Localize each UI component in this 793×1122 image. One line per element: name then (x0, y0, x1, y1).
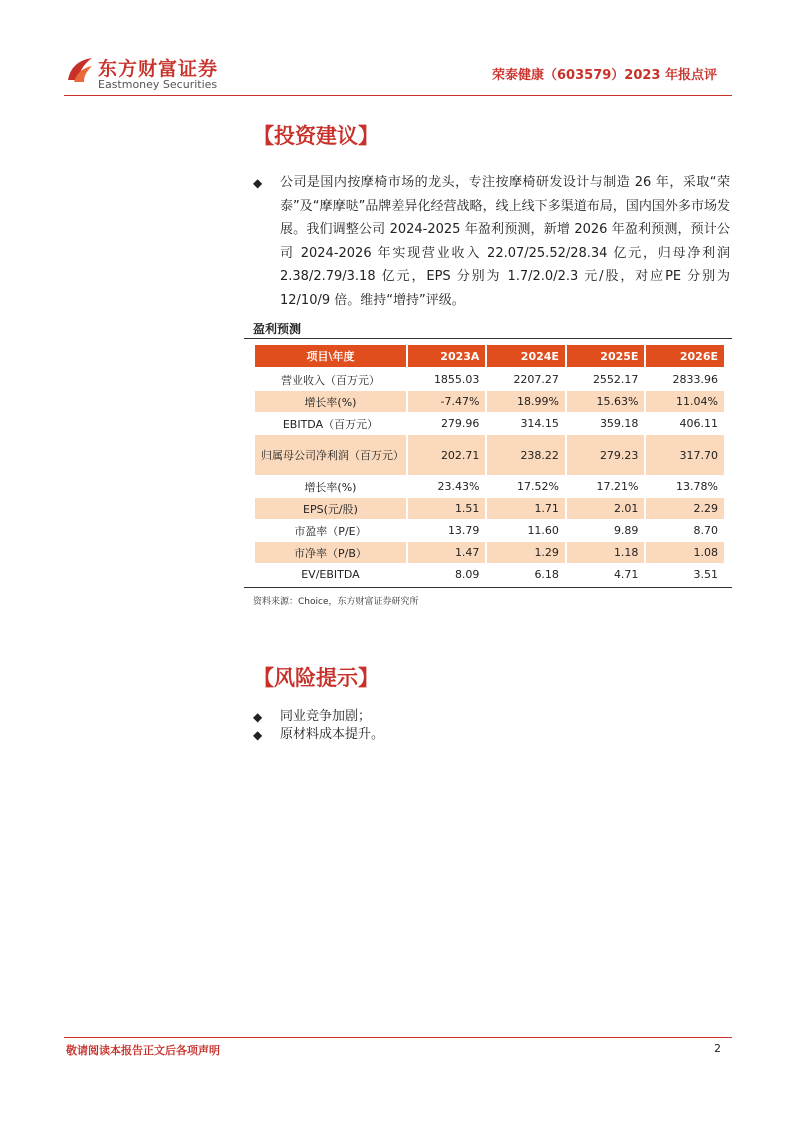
table-cell: 8.70 (646, 520, 724, 542)
diamond-bullet-icon: ◆ (253, 176, 263, 190)
page-number: 2 (714, 1042, 721, 1055)
table-cell: 279.96 (408, 413, 486, 435)
brand-logo (64, 50, 224, 94)
brand-name-en: Eastmoney Securities (98, 78, 218, 91)
diamond-bullet-icon: ◆ (253, 728, 263, 742)
table-cell: 314.15 (487, 413, 565, 435)
table-bottom-rule (244, 587, 732, 588)
table-cell: 202.71 (408, 435, 486, 476)
table-cell: 3.51 (646, 564, 724, 586)
table-cell: 1.71 (487, 498, 565, 520)
risk-section-title: 【风险提示】 (253, 666, 379, 690)
table-cell: 1855.03 (408, 369, 486, 391)
table-top-rule (244, 338, 732, 339)
table-row (255, 476, 724, 498)
footer-divider (64, 1037, 732, 1038)
table-cell: 1.29 (487, 542, 565, 564)
table-cell: 238.22 (487, 435, 565, 476)
table-cell: 23.43% (408, 476, 486, 498)
table-cell: 17.52% (487, 476, 565, 498)
row-label: 营业收入（百万元） (255, 369, 406, 391)
table-cell: 6.18 (487, 564, 565, 586)
table-cell: 9.89 (567, 520, 645, 542)
investment-section-title: 【投资建议】 (253, 124, 379, 148)
row-label: EV/EBITDA (255, 564, 406, 586)
table-row (255, 542, 724, 564)
table-cell: 18.99% (487, 391, 565, 413)
column-header: 2026E (646, 345, 724, 369)
brand-name-cn: 东方财富证券 (98, 58, 219, 80)
row-label: EBITDA（百万元） (255, 413, 406, 435)
column-header: 2025E (567, 345, 645, 369)
table-cell: 8.09 (408, 564, 486, 586)
row-label: 市净率（P/B） (255, 542, 406, 564)
table-cell: 13.79 (408, 520, 486, 542)
forecast-table-title: 盈利预测 (253, 322, 302, 336)
table-cell: -7.47% (408, 391, 486, 413)
table-source-note: 资料来源：Choice，东方财富证券研究所 (253, 597, 419, 607)
table-row (255, 498, 724, 520)
table-cell: 2552.17 (567, 369, 645, 391)
table-row (255, 391, 724, 413)
column-header: 2024E (487, 345, 565, 369)
table-cell: 11.60 (487, 520, 565, 542)
table-cell: 406.11 (646, 413, 724, 435)
investment-paragraph: 公司是国内按摩椅市场的龙头，专注按摩椅研发设计与制造 26 年，采取“荣泰”及“摩摩哒”品牌差异化经营战略，线上线下多渠道布局，国内国外多市场发展。我们调整公司 2024-2025 年盈利预测，新增 2026 年盈利预测，预计公司 2024-2026 年实现营业收入 22.07/25.52/28.34 亿元，归母净利润 2.38/2.79/3.18 亿元，EPS 分别为 1.7/2.0/2.3 元/股，对应PE 分别为 12/10/9 倍。维持“增持”评级。 (280, 175, 730, 308)
row-label: 增长率(%) (255, 476, 406, 498)
diamond-bullet-icon: ◆ (253, 710, 263, 724)
forecast-table (253, 345, 726, 586)
table-cell: 317.70 (646, 435, 724, 476)
eastmoney-logo-icon (64, 54, 96, 86)
table-cell: 1.47 (408, 542, 486, 564)
table-row (255, 369, 724, 391)
table-row (255, 435, 724, 476)
column-header: 项目\年度 (255, 345, 406, 369)
table-cell: 2207.27 (487, 369, 565, 391)
table-cell: 1.08 (646, 542, 724, 564)
table-row (255, 520, 724, 542)
header-divider (64, 95, 732, 96)
table-cell: 1.18 (567, 542, 645, 564)
table-cell: 17.21% (567, 476, 645, 498)
table-row (255, 564, 724, 586)
table-cell: 13.78% (646, 476, 724, 498)
table-cell: 11.04% (646, 391, 724, 413)
page-header (0, 0, 793, 100)
table-cell: 15.63% (567, 391, 645, 413)
risk-item: 原材料成本提升。 (280, 727, 385, 742)
table-cell: 2833.96 (646, 369, 724, 391)
table-cell: 4.71 (567, 564, 645, 586)
row-label: 市盈率（P/E） (255, 520, 406, 542)
table-cell: 1.51 (408, 498, 486, 520)
row-label: 归属母公司净利润（百万元） (255, 435, 406, 476)
column-header: 2023A (408, 345, 486, 369)
risk-item: 同业竞争加剧； (280, 709, 372, 724)
table-cell: 2.01 (567, 498, 645, 520)
table-header-row (255, 345, 724, 369)
row-label: EPS(元/股) (255, 498, 406, 520)
table-cell: 359.18 (567, 413, 645, 435)
table-row (255, 413, 724, 435)
table-cell: 2.29 (646, 498, 724, 520)
footer-disclaimer: 敬请阅读本报告正文后各项声明 (66, 1044, 220, 1057)
row-label: 增长率(%) (255, 391, 406, 413)
report-title: 荣泰健康（603579）2023 年报点评 (492, 68, 717, 83)
table-cell: 279.23 (567, 435, 645, 476)
